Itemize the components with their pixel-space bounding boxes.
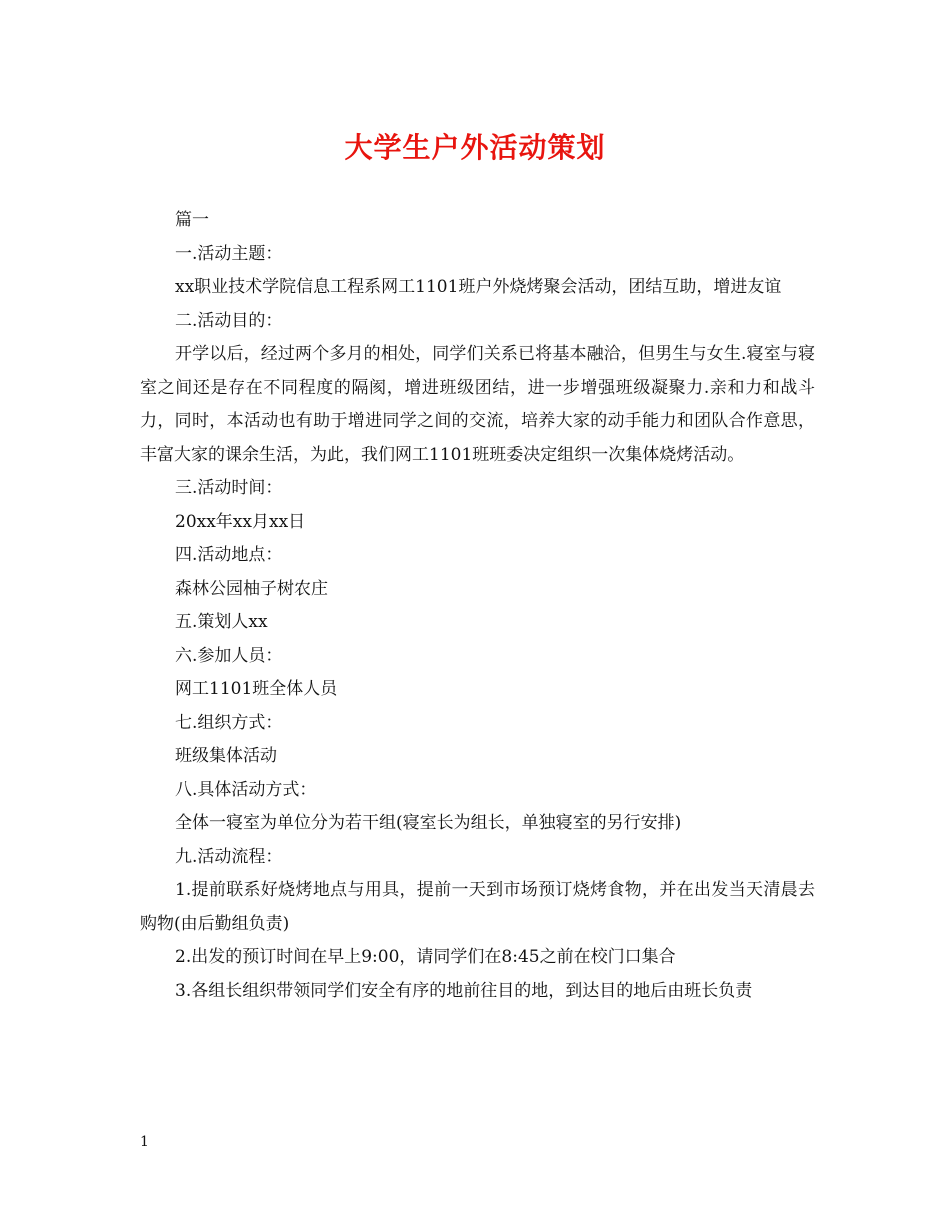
paragraph-activity-time: 20xx年xx月xx日	[175, 511, 306, 532]
document-title: 大学生户外活动策划	[344, 131, 606, 164]
paragraph-activity-purpose: 开学以后，经过两个多月的相处，同学们关系已将基本融洽，但男生与女生.寝室与寝室之间还是存在不同程度的隔阂，增进班级团结，进一步增强班级凝聚力.亲和力和战斗力，同时，本活动也有助于增进同学之间的交流，培养大家的动手能力和团队合作意思，丰富大家的课余生活，为此，我们网工1101班班委决定组织一次集体烧烤活动。	[140, 344, 815, 465]
paragraph-flow-step-1: 1.提前联系好烧烤地点与用具，提前一天到市场预订烧烤食物，并在出发当天清晨去购物(由后勤组负责)	[140, 880, 815, 934]
paragraph-flow-step-2: 2.出发的预订时间在早上9:00，请同学们在8:45之前在校门口集合	[175, 947, 676, 967]
section-label-pian-yi: 篇一	[175, 210, 209, 230]
paragraph-participants: 网工1101班全体人员	[175, 679, 338, 699]
heading-activity-time: 三.活动时间：	[175, 478, 283, 498]
heading-activity-method: 八.具体活动方式：	[175, 779, 317, 800]
heading-activity-location: 四.活动地点：	[175, 545, 283, 565]
heading-planner: 五.策划人xx	[175, 612, 268, 632]
paragraph-activity-theme: xx职业技术学院信息工程系网工1101班户外烧烤聚会活动，团结互助，增进友谊	[175, 277, 782, 297]
document-body	[140, 204, 815, 1008]
paragraph-flow-step-3: 3.各组长组织带领同学们安全有序的地前往目的地，到达目的地后由班长负责	[175, 980, 753, 1001]
heading-organization: 七.组织方式：	[175, 712, 283, 733]
page-number: 1	[140, 1134, 149, 1150]
heading-activity-flow: 九.活动流程：	[175, 846, 283, 867]
heading-activity-theme: 一.活动主题：	[175, 243, 283, 264]
paragraph-activity-method: 全体一寝室为单位分为若干组(寝室长为组长，单独寝室的另行安排)	[175, 813, 682, 833]
heading-participants: 六.参加人员：	[175, 645, 283, 666]
paragraph-activity-location: 森林公园柚子树农庄	[175, 578, 328, 599]
paragraph-organization: 班级集体活动	[175, 746, 277, 766]
heading-activity-purpose: 二.活动目的：	[175, 310, 283, 331]
